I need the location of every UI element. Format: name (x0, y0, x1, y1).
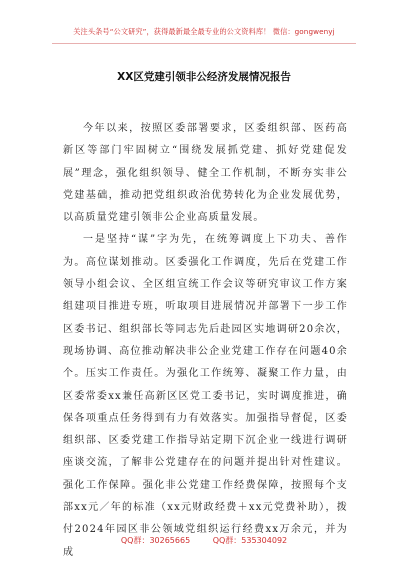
footer-qq-group-1: QQ群：30265665 (120, 536, 191, 545)
footer-contact (0, 535, 408, 546)
footer-qq-group-2: QQ群：535304092 (212, 536, 288, 545)
paragraph-intro: 今年以来，按照区委部署要求，区委组织部、医药高新区等部门牢固树立“围绕发展抓党建、抓好党建促发展”理念，强化组织领导、健全工作机制，不断夯实非公党建基础，推动把党组织政治优势转化为企业发展优势，以高质量党建引领非公企业高质量发展。 (63, 123, 348, 224)
document-title: XX区党建引领非公经济发展情况报告 (117, 71, 291, 83)
paragraph-section-1: 一是坚持“谋”字为先，在统筹调度上下功夫、善作为。高位谋划推动。区委强化工作调度，先后在党建工作领导小组会议、全区组宣统工作会议等研究审议工作方案组建项目推进专班，听取项目进展情况并部署下一步工作区委书记、组织部长等同志先后赴园区实地调研20余次，现场协调、高位推动解决非公企业党建工作存在问题40余个。压实工作责任。为强化工作统筹、凝聚工作力量，由区委常委xx兼任高新区区党工委书记，实时调度推进，确保各项重点任务得到有力有效落实。加强指导督促，区委组织部、区委党建工作指导站定期下沉企业一线进行调研座谈交流，了解非公党建存在的问题并提出针对性建议。强化工作保障。强化非公党建工作经费保障，按照每个支部xx元／年的标准（xx元财政经费＋xx元党费补助），拨付2024年园区非公领域党组织运行经费xx万余元，并为成 (63, 234, 348, 558)
header-banner: 关注头条号“公文研究”，获得最新最全最专业的公文资料库！ 微信：gongwenyj (73, 27, 335, 36)
header-divider (52, 43, 356, 44)
document-body (63, 118, 348, 564)
